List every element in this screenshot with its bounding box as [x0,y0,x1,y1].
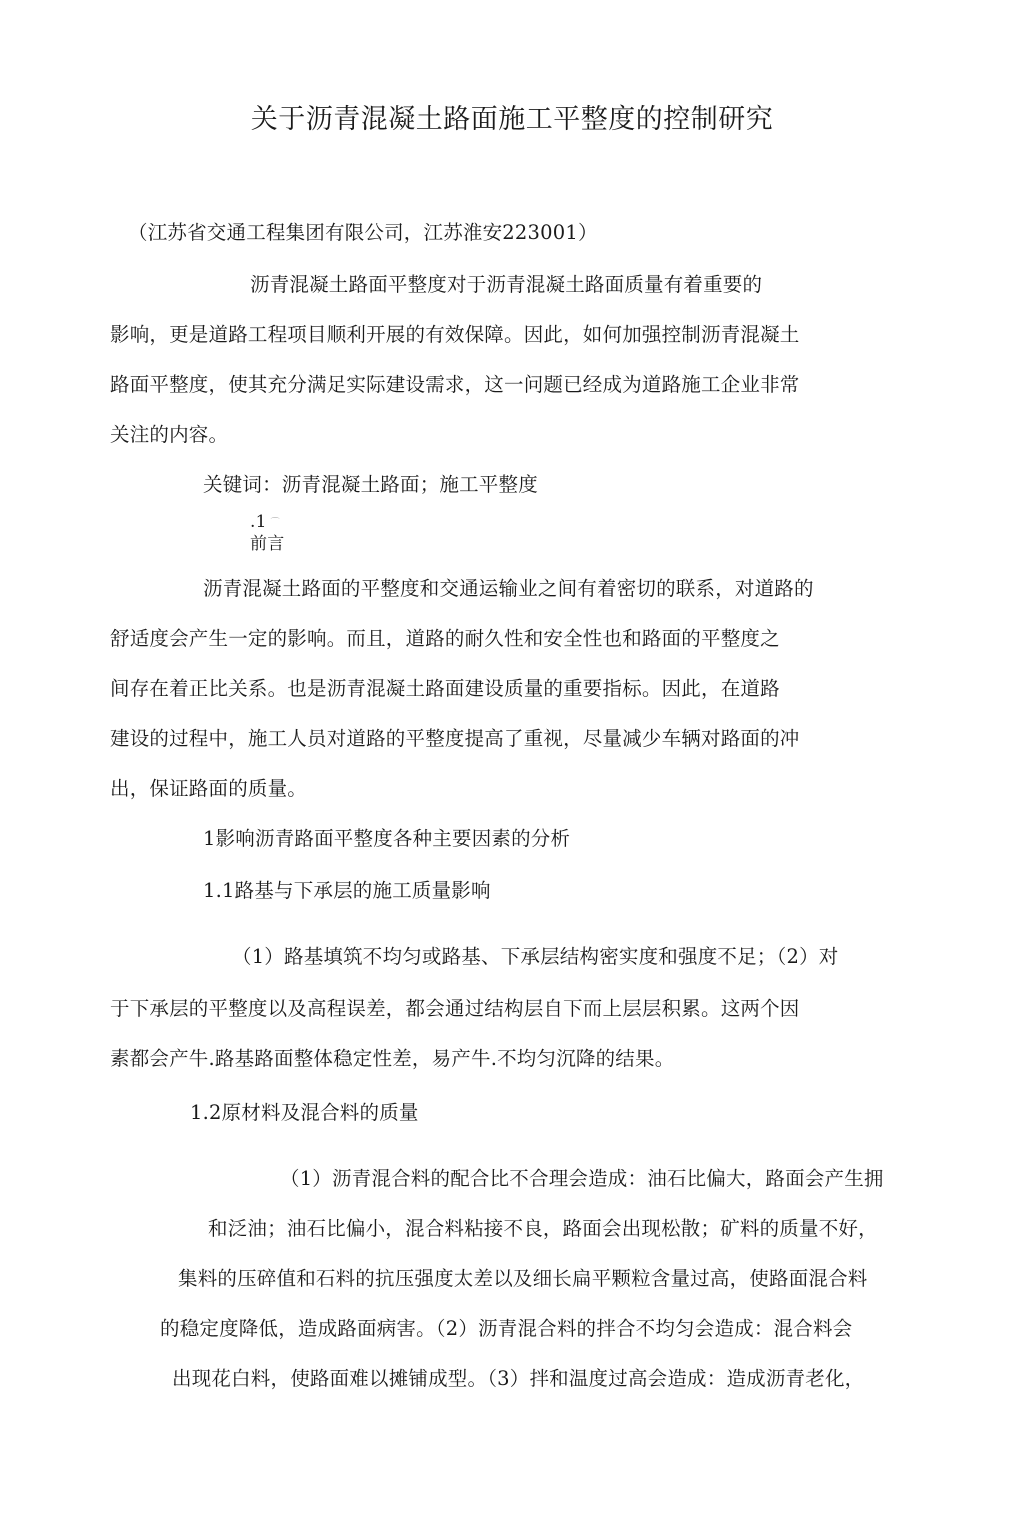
abstract-line: 关注的内容。 [110,423,229,446]
section-1-1-line: 素都会产牛.路基路面整体稳定性差，易产牛.不均匀沉降的结果。 [110,1047,675,1070]
section-1-1-heading: 1.1路基与下承层的施工质量影响 [203,879,491,902]
keywords: 关键词：沥青混凝土路面；施工平整度 [203,473,538,496]
abstract-line: 影响，更是道路工程项目顺利开展的有效保障。因此，如何加强控制沥青混凝土 [110,323,800,346]
intro-line: 舒适度会产生一定的影响。而且，道路的耐久性和安全性也和路面的平整度之 [110,627,780,650]
document-title: 关于沥青混凝土路面施工平整度的控制研究 [250,104,774,135]
section-1-2-line: （1）沥青混合料的配合比不合理会造成：油石比偏大，路面会产生拥 [280,1167,884,1190]
intro-line: 间存在着正比关系。也是沥青混凝土路面建设质量的重要指标。因此，在道路 [110,677,780,700]
intro-line: 建设的过程中，施工人员对道路的平整度提高了重视，尽量减少车辆对路面的冲 [110,727,800,750]
author-affiliation: （江苏省交通工程集团有限公司，江苏淮安223001） [128,221,598,244]
section-1-2-heading: 1.2原材料及混合料的质量 [190,1101,419,1124]
abstract-line: 路面平整度，使其充分满足实际建设需求，这一问题已经成为道路施工企业非常 [110,373,800,396]
section-1-1-line: 于下承层的平整度以及高程误差，都会通过结构层自下而上层层积累。这两个因 [110,997,800,1020]
artifact-mark: ⌒ [270,517,280,528]
intro-line: 沥青混凝土路面的平整度和交通运输业之间有着密切的联系，对道路的 [203,577,814,600]
section-1-2-line: 集料的压碎值和石料的抗压强度太差以及细长扁平颗粒含量过高，使路面混合料 [178,1267,868,1290]
intro-heading-title: 前言 [250,534,285,554]
section-1-1-line: （1）路基填筑不均匀或路基、下承层结构密实度和强度不足；（2）对 [232,945,839,968]
section-1-2-line: 出现花白料，使路面难以摊铺成型。（3）拌和温度过高会造成：造成沥青老化， [172,1367,865,1390]
section-1-heading: 1影响沥青路面平整度各种主要因素的分析 [203,827,571,850]
abstract-line: 沥青混凝土路面平整度对于沥青混凝土路面质量有着重要的 [250,273,763,296]
intro-heading-number [250,512,280,533]
intro-line: 出，保证路面的质量。 [110,777,308,800]
section-1-2-line: 和泛油；油石比偏小，混合料粘接不良，路面会出现松散；矿料的质量不好， [208,1217,878,1240]
intro-heading-number-text: .1 [250,512,267,532]
section-1-2-line: 的稳定度降低，造成路面病害。（2）沥青混合料的拌合不均匀会造成：混合料会 [160,1317,853,1340]
